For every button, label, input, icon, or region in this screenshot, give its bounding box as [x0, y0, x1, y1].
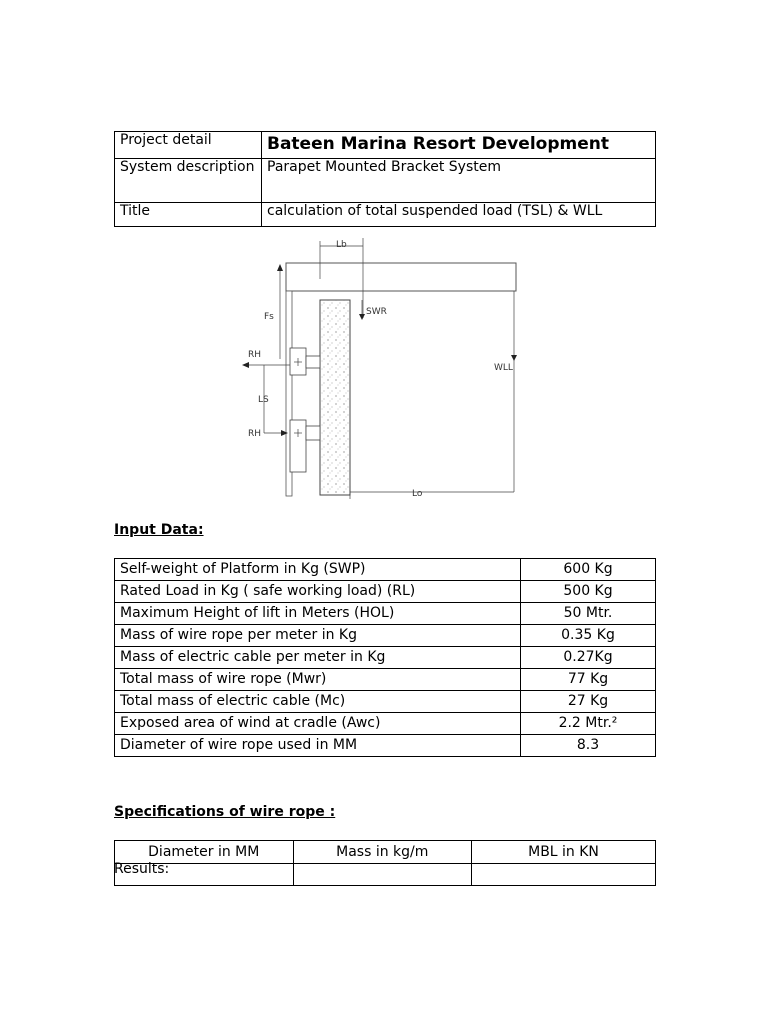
wire-rope-spec-heading: Specifications of wire rope :: [114, 804, 336, 820]
table-row: [115, 691, 656, 713]
row-value: 50 Mtr.: [521, 603, 656, 625]
table-row: [115, 581, 656, 603]
row-label: Diameter of wire rope used in MM: [115, 735, 521, 757]
row-label: Total mass of wire rope (Mwr): [115, 669, 521, 691]
table-row: [115, 669, 656, 691]
lo-label: Lo: [412, 489, 423, 499]
bracket-diagram: [238, 234, 538, 504]
table-cell: [472, 864, 656, 886]
fs-label: Fs: [264, 312, 274, 322]
row-value: 27 Kg: [521, 691, 656, 713]
parapet-wall: [320, 300, 350, 495]
wll-label: WLL: [494, 363, 513, 373]
column-header: Diameter in MM: [115, 841, 294, 864]
table-row: [115, 864, 656, 886]
top-beam: [286, 263, 516, 291]
row-label: Mass of electric cable per meter in Kg: [115, 647, 521, 669]
row-label: Mass of wire rope per meter in Kg: [115, 625, 521, 647]
wire-rope-spec-table: [114, 840, 656, 886]
system-row: [115, 159, 656, 203]
row-label: Self-weight of Platform in Kg (SWP): [115, 559, 521, 581]
rh-bottom-label: RH: [248, 429, 262, 439]
table-row: [115, 625, 656, 647]
row-value: 0.27Kg: [521, 647, 656, 669]
row-value: 600 Kg: [521, 559, 656, 581]
ls-label: LS: [258, 395, 269, 405]
table-row: [115, 559, 656, 581]
swr-label: SWR: [366, 307, 387, 317]
project-detail-value: Bateen Marina Resort Development: [262, 132, 656, 159]
table-cell: [293, 864, 472, 886]
table-row: [115, 713, 656, 735]
system-description-value: Parapet Mounted Bracket System: [262, 159, 656, 203]
table-row: [115, 603, 656, 625]
table-row: [115, 735, 656, 757]
project-detail-label: Project detail: [115, 132, 262, 159]
row-label: Maximum Height of lift in Meters (HOL): [115, 603, 521, 625]
table-row: [115, 647, 656, 669]
row-value: 77 Kg: [521, 669, 656, 691]
column-header: MBL in KN: [472, 841, 656, 864]
results-label: Results:: [114, 861, 170, 877]
title-value: calculation of total suspended load (TSL) & WLL: [262, 203, 656, 227]
row-label: Total mass of electric cable (Mc): [115, 691, 521, 713]
column-header: Mass in kg/m: [293, 841, 472, 864]
row-label: Rated Load in Kg ( safe working load) (RL): [115, 581, 521, 603]
input-data-table: [114, 558, 656, 757]
row-value: 0.35 Kg: [521, 625, 656, 647]
input-data-heading: Input Data:: [114, 522, 204, 538]
title-label: Title: [115, 203, 262, 227]
project-row: [115, 132, 656, 159]
row-value: 2.2 Mtr.²: [521, 713, 656, 735]
rh-top-label: RH: [248, 350, 262, 360]
row-value: 500 Kg: [521, 581, 656, 603]
title-row: [115, 203, 656, 227]
project-detail-table: [114, 131, 656, 227]
system-description-label: System description: [115, 159, 262, 203]
row-value: 8.3: [521, 735, 656, 757]
lb-label: Lb: [336, 240, 347, 250]
row-label: Exposed area of wind at cradle (Awc): [115, 713, 521, 735]
header-row: [115, 841, 656, 864]
